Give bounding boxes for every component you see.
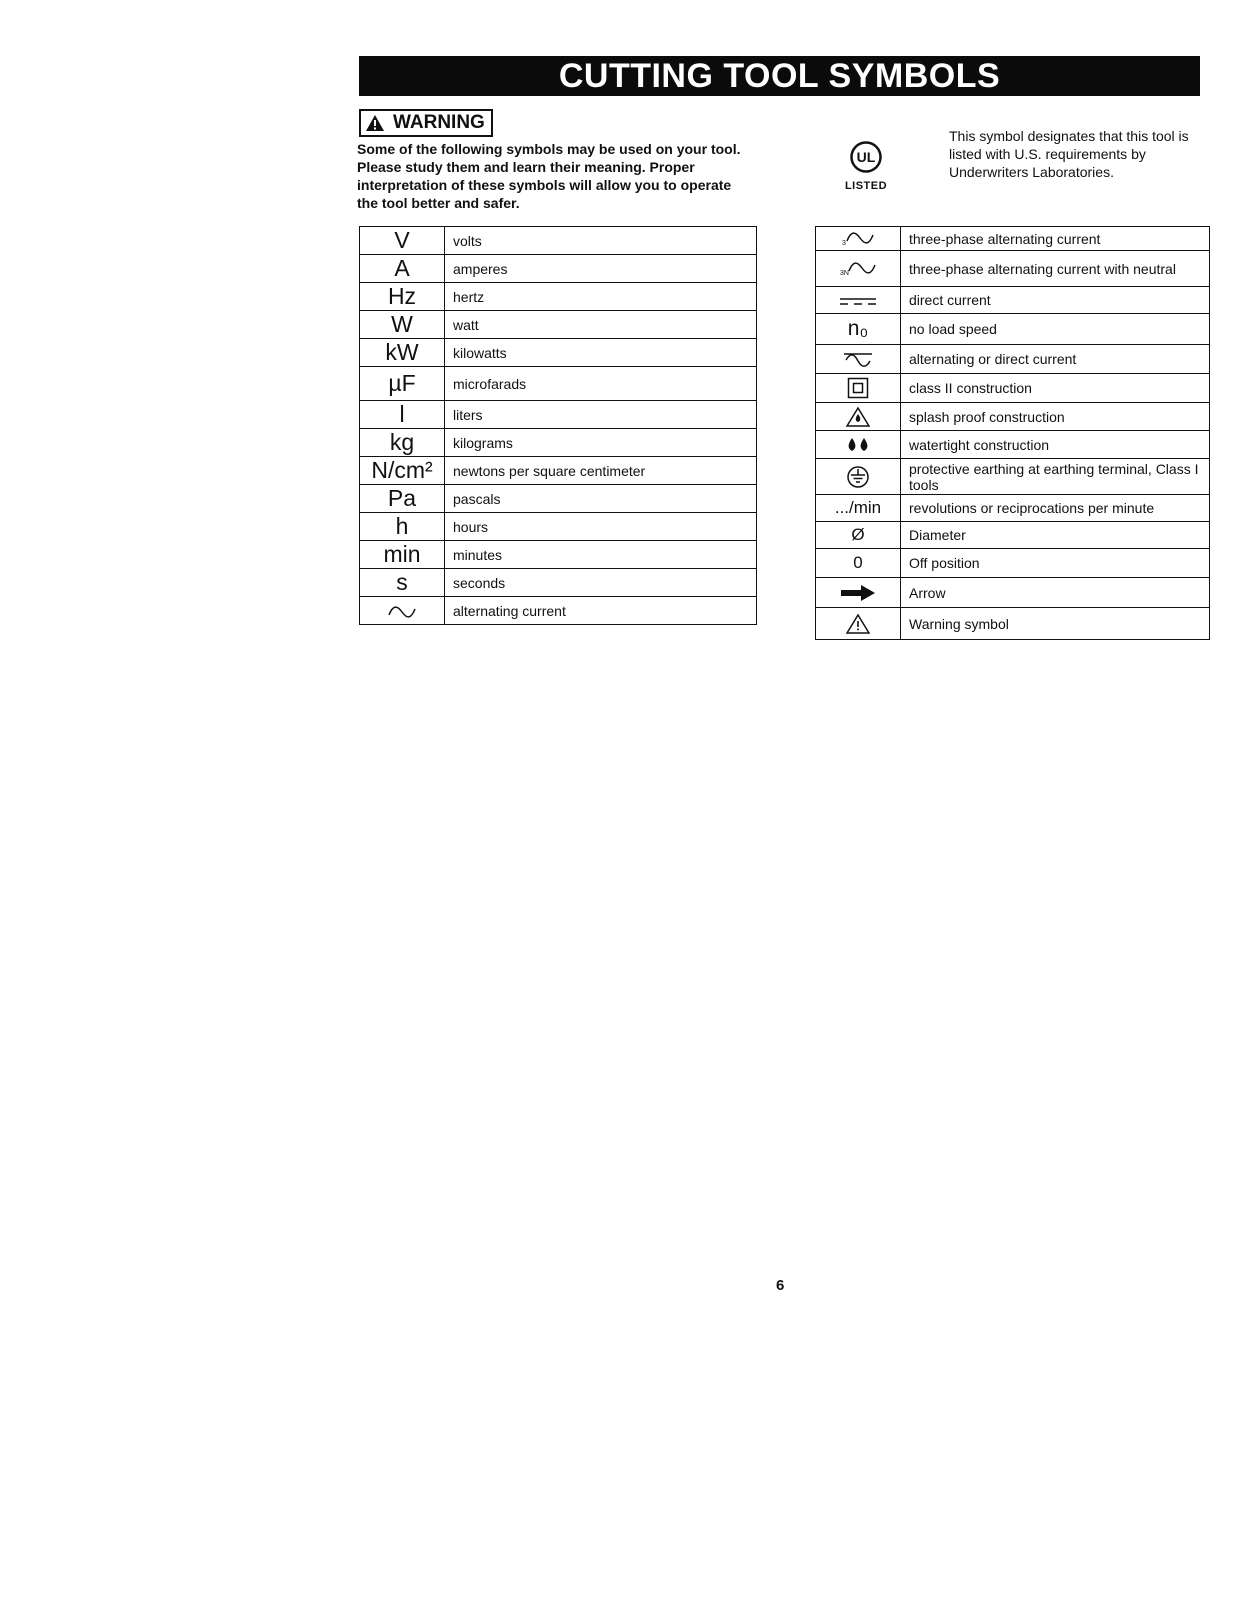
table-row — [816, 227, 1210, 251]
meaning-cell: Arrow — [901, 578, 1210, 608]
warning-triangle-icon — [365, 114, 385, 132]
symbol-cell: 0 — [816, 549, 901, 578]
svg-text:3: 3 — [842, 240, 846, 248]
table-row — [360, 255, 757, 283]
symbol-cell — [816, 227, 901, 251]
table-row — [360, 283, 757, 311]
warning-label: WARNING — [393, 112, 485, 133]
symbol-cell: A — [360, 255, 445, 283]
table-row — [360, 541, 757, 569]
meaning-cell: alternating current — [445, 597, 757, 625]
arrow-icon — [839, 584, 877, 602]
table-row — [816, 431, 1210, 459]
meaning-cell: splash proof construction — [901, 403, 1210, 431]
meaning-cell: Diameter — [901, 522, 1210, 549]
symbol-cell: W — [360, 311, 445, 339]
ul-logo-icon — [849, 141, 883, 173]
symbol-cell — [816, 403, 901, 431]
table-row — [816, 578, 1210, 608]
table-row — [360, 597, 757, 625]
symbol-cell: min — [360, 541, 445, 569]
warning-badge — [359, 109, 493, 137]
table-row — [360, 311, 757, 339]
class-ii-icon — [847, 377, 869, 399]
symbol-cell: kg — [360, 429, 445, 457]
table-row — [816, 314, 1210, 345]
table-row — [360, 339, 757, 367]
warning-triangle-icon — [846, 614, 870, 634]
meaning-cell: direct current — [901, 287, 1210, 314]
meaning-cell: kilowatts — [445, 339, 757, 367]
meaning-cell: pascals — [445, 485, 757, 513]
page-number: 6 — [776, 1277, 785, 1294]
symbol-cell — [816, 287, 901, 314]
meaning-cell: hours — [445, 513, 757, 541]
table-row — [816, 345, 1210, 374]
symbol-cell — [360, 597, 445, 625]
symbol-cell: n₀ — [816, 314, 901, 345]
earthing-icon — [846, 465, 870, 489]
splash-proof-icon — [846, 407, 870, 427]
meaning-cell: liters — [445, 401, 757, 429]
page-title: CUTTING TOOL SYMBOLS — [359, 56, 1200, 96]
symbol-cell: Hz — [360, 283, 445, 311]
table-row — [816, 403, 1210, 431]
symbol-cell — [816, 345, 901, 374]
symbol-cell — [816, 459, 901, 495]
table-row — [816, 522, 1210, 549]
table-row — [360, 485, 757, 513]
symbol-cell — [816, 431, 901, 459]
meaning-cell: Warning symbol — [901, 608, 1210, 640]
ul-logo-text: UL — [856, 149, 876, 165]
warning-text: Some of the following symbols may be used on your tool. Please study them and learn their meaning. Proper interpretation of these symbols will allow you to operate the tool better and safer. — [357, 141, 741, 211]
meaning-cell: microfarads — [445, 367, 757, 401]
ul-description: This symbol designates that this tool is listed with U.S. requirements by Underwriters Laboratories. — [949, 128, 1189, 180]
right-symbol-table — [815, 226, 1210, 640]
three-phase-ac-icon — [841, 231, 875, 247]
table-row — [816, 459, 1210, 495]
meaning-cell: amperes — [445, 255, 757, 283]
table-row — [816, 287, 1210, 314]
symbol-cell — [816, 608, 901, 640]
meaning-cell: revolutions or reciprocations per minute — [901, 495, 1210, 522]
symbol-cell: l — [360, 401, 445, 429]
table-row — [360, 457, 757, 485]
meaning-cell: watertight construction — [901, 431, 1210, 459]
meaning-cell: protective earthing at earthing terminal, Class I tools — [901, 459, 1210, 495]
ac-wave-icon — [387, 605, 417, 619]
table-row — [816, 251, 1210, 287]
table-row — [360, 429, 757, 457]
meaning-cell: alternating or direct current — [901, 345, 1210, 374]
symbol-cell: V — [360, 227, 445, 255]
table-row — [816, 495, 1210, 522]
table-row — [360, 367, 757, 401]
three-phase-neutral-icon — [840, 261, 876, 277]
symbol-cell — [816, 251, 901, 287]
ul-listed-label: LISTED — [844, 180, 888, 192]
meaning-cell: class II construction — [901, 374, 1210, 403]
table-row — [360, 513, 757, 541]
table-row — [816, 608, 1210, 640]
symbol-cell: .../min — [816, 495, 901, 522]
table-row — [816, 374, 1210, 403]
symbol-cell: Pa — [360, 485, 445, 513]
symbol-cell — [816, 578, 901, 608]
svg-text:3N: 3N — [840, 270, 849, 278]
ul-listed-logo — [838, 141, 894, 192]
table-row — [360, 569, 757, 597]
meaning-cell: kilograms — [445, 429, 757, 457]
left-symbol-table — [359, 226, 757, 625]
meaning-cell: no load speed — [901, 314, 1210, 345]
meaning-cell: three-phase alternating current with neutral — [901, 251, 1210, 287]
direct-current-icon — [838, 295, 878, 307]
table-row — [816, 549, 1210, 578]
meaning-cell: newtons per square centimeter — [445, 457, 757, 485]
symbol-cell — [816, 374, 901, 403]
symbol-cell: N/cm² — [360, 457, 445, 485]
meaning-cell: hertz — [445, 283, 757, 311]
table-row — [360, 401, 757, 429]
meaning-cell: watt — [445, 311, 757, 339]
meaning-cell: Off position — [901, 549, 1210, 578]
symbol-cell: s — [360, 569, 445, 597]
meaning-cell: three-phase alternating current — [901, 227, 1210, 251]
symbol-cell: kW — [360, 339, 445, 367]
symbol-cell: Ø — [816, 522, 901, 549]
symbol-cell: h — [360, 513, 445, 541]
symbol-cell: µF — [360, 367, 445, 401]
table-row — [360, 227, 757, 255]
meaning-cell: seconds — [445, 569, 757, 597]
meaning-cell: minutes — [445, 541, 757, 569]
watertight-icon — [844, 437, 872, 453]
meaning-cell: volts — [445, 227, 757, 255]
ac-dc-icon — [842, 351, 874, 369]
